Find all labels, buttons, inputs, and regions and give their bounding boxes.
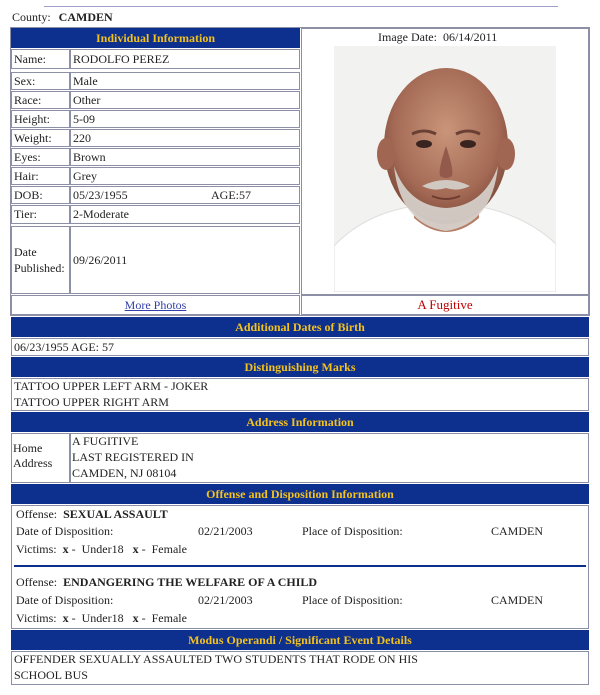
hair-value: Grey: [70, 167, 300, 185]
marks-header: Distinguishing Marks: [11, 357, 589, 377]
image-date-value: 06/14/2011: [442, 30, 498, 44]
date-published-label: Date Published:: [11, 226, 70, 294]
top-rule: [44, 6, 558, 7]
offense-header: Offense and Disposition Information: [11, 484, 589, 504]
offender-photo: [334, 46, 556, 292]
offense-1-place: CAMDEN: [491, 524, 544, 538]
offense-1-date: 02/21/2003: [198, 524, 253, 538]
additional-dob-text: 06/23/1955 AGE: 57: [14, 340, 115, 354]
date-published-value: 09/26/2011: [70, 226, 300, 294]
weight-label: Weight:: [11, 129, 70, 147]
tier-value: 2-Moderate: [70, 205, 300, 224]
race-label: Race:: [11, 91, 70, 109]
county-value: CAMDEN: [58, 10, 113, 24]
sex-value: Male: [70, 72, 300, 90]
offense-1-victim-1-mark: x: [62, 542, 69, 556]
address-header: Address Information: [11, 412, 589, 432]
offense-2-victim-1: Under18: [81, 611, 124, 625]
additional-dob-header: Additional Dates of Birth: [11, 317, 589, 337]
race-value: Other: [70, 91, 300, 109]
offense-1-date-label: Date of Disposition:: [16, 524, 114, 538]
sex-label: Sex:: [11, 72, 70, 90]
eyes-value: Brown: [70, 148, 300, 166]
offense-2-victim-1-mark: x: [62, 611, 69, 625]
name-value: RODOLFO PEREZ: [70, 49, 300, 69]
modus-header: Modus Operandi / Significant Event Details: [11, 630, 589, 650]
modus-line-2: SCHOOL BUS: [14, 668, 88, 682]
mark-line-2: TATTOO UPPER RIGHT ARM: [14, 395, 169, 409]
mark-line-1: TATTOO UPPER LEFT ARM - JOKER: [14, 379, 209, 393]
dob-label: DOB:: [11, 186, 70, 204]
offense-2-victim-2: Female: [151, 611, 187, 625]
offense-2-victim-2-mark: x: [132, 611, 139, 625]
image-date-label: Image Date:: [378, 30, 437, 44]
portrait-illustration: [334, 46, 556, 292]
more-photos-link[interactable]: More Photos: [124, 297, 187, 312]
address-line-1: A FUGITIVE: [72, 434, 139, 448]
offense-1-victims: Victims: x - Under18 x - Female: [16, 542, 187, 556]
age-label: AGE:: [211, 187, 239, 202]
offense-2-place-label: Place of Disposition:: [302, 593, 403, 607]
offense-1-victim-1: Under18: [81, 542, 124, 556]
offense-2-name: ENDANGERING THE WELFARE OF A CHILD: [63, 575, 318, 589]
weight-value: 220: [70, 129, 300, 147]
image-date: [378, 30, 497, 45]
hair-label: Hair:: [11, 167, 70, 185]
offense-2-place: CAMDEN: [491, 593, 544, 607]
age-value: 57: [239, 187, 251, 202]
offense-1-place-label: Place of Disposition:: [302, 524, 403, 538]
fugitive-status: A Fugitive: [417, 297, 473, 312]
county-label: County:: [12, 10, 51, 24]
offense-1-victim-2-mark: x: [132, 542, 139, 556]
name-label: Name:: [11, 49, 70, 69]
offense-2-label: Offense:: [16, 575, 58, 589]
offense-1-name: SEXUAL ASSAULT: [63, 507, 168, 521]
height-value: 5-09: [70, 110, 300, 128]
address-line-2: LAST REGISTERED IN: [72, 450, 194, 464]
offense-2-row: [16, 575, 317, 590]
fugitive-cell: [301, 295, 589, 315]
height-label: Height:: [11, 110, 70, 128]
dob-value-cell: [70, 186, 300, 204]
eyes-label: Eyes:: [11, 148, 70, 166]
offense-1-victim-2: Female: [151, 542, 187, 556]
offense-divider: [14, 565, 586, 567]
individual-info-header: Individual Information: [11, 28, 300, 48]
modus-line-1: OFFENDER SEXUALLY ASSAULTED TWO STUDENTS THAT RODE ON HIS: [14, 652, 418, 666]
offense-1-row: [16, 507, 168, 522]
offense-2-date-label: Date of Disposition:: [16, 593, 114, 607]
offense-2-victims: Victims: x - Under18 x - Female: [16, 611, 187, 625]
more-photos-cell: [11, 295, 300, 315]
offense-2-date: 02/21/2003: [198, 593, 253, 607]
county-line: [12, 10, 113, 25]
offense-1-victims-label: Victims:: [16, 542, 57, 556]
tier-label: Tier:: [11, 205, 70, 224]
offense-1-label: Offense:: [16, 507, 58, 521]
dob-value: 05/23/1955: [73, 187, 128, 202]
address-line-3: CAMDEN, NJ 08104: [72, 466, 177, 480]
offense-2-victims-label: Victims:: [16, 611, 57, 625]
address-label: Home Address: [13, 441, 53, 470]
